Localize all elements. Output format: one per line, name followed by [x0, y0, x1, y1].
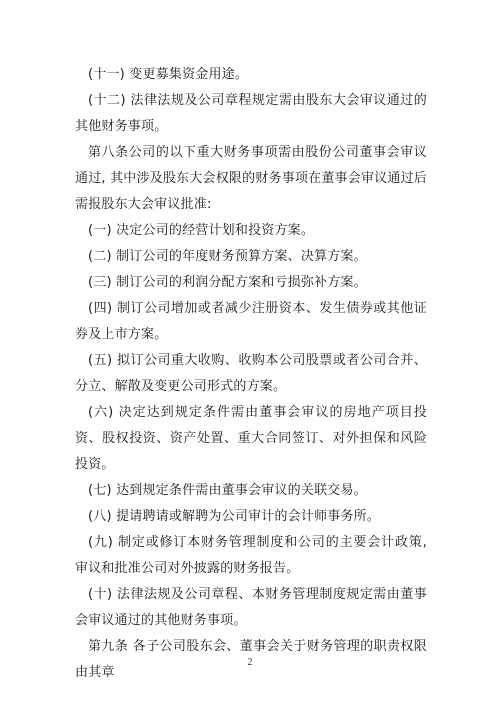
paragraph-item-5: (五) 拟订公司重大收购、收购本公司股票或者公司合并、分立、解散及变更公司形式的方案。 — [75, 353, 427, 394]
paragraph-item-3: (三) 制订公司的利润分配方案和亏损弥补方案。 — [88, 275, 367, 290]
paragraph-item-2: (二) 制订公司的年度财务预算方案、决算方案。 — [88, 249, 367, 264]
page-number: 2 — [247, 657, 253, 668]
paragraph-item-8: (八) 提请聘请或解聘为公司审计的会计师事务所。 — [88, 509, 381, 524]
paragraph-item-7: (七) 达到规定条件需由董事会审议的关联交易。 — [88, 483, 367, 498]
document-body — [75, 62, 427, 686]
paragraph-item-6: (六) 决定达到规定条件需由董事会审议的房地产项目投资、股权投资、资产处置、重大合同签订、对外担保和风险投资。 — [75, 405, 427, 472]
paragraph-article-9: 第九条 各子公司股东会、董事会关于财务管理的职责权限由其章 — [75, 639, 427, 680]
paragraph-item-4: (四) 制订公司增加或者减少注册资本、发生债券或其他证券及上市方案。 — [75, 301, 427, 342]
paragraph-article-8: 第八条公司的以下重大财务事项需由股份公司董事会审议通过, 其中涉及股东大会权限的财务事项在董事会审议通过后需报股东大会审议批准: — [75, 145, 427, 212]
paragraph-item-9: (九) 制定或修订本财务管理制度和公司的主要会计政策, 审议和批准公司对外披露的财务报告。 — [75, 535, 427, 576]
paragraph-item-1: (一) 决定公司的经营计划和投资方案。 — [88, 223, 315, 238]
paragraph-item-10: (十) 法律法规及公司章程、本财务管理制度规定需由董事会审议通过的其他财务事项。 — [75, 587, 427, 628]
paragraph-item-11: (十一) 变更募集资金用途。 — [88, 67, 249, 82]
paragraph-item-12: (十二) 法律法规及公司章程规定需由股东大会审议通过的其他财务事项。 — [75, 93, 427, 134]
